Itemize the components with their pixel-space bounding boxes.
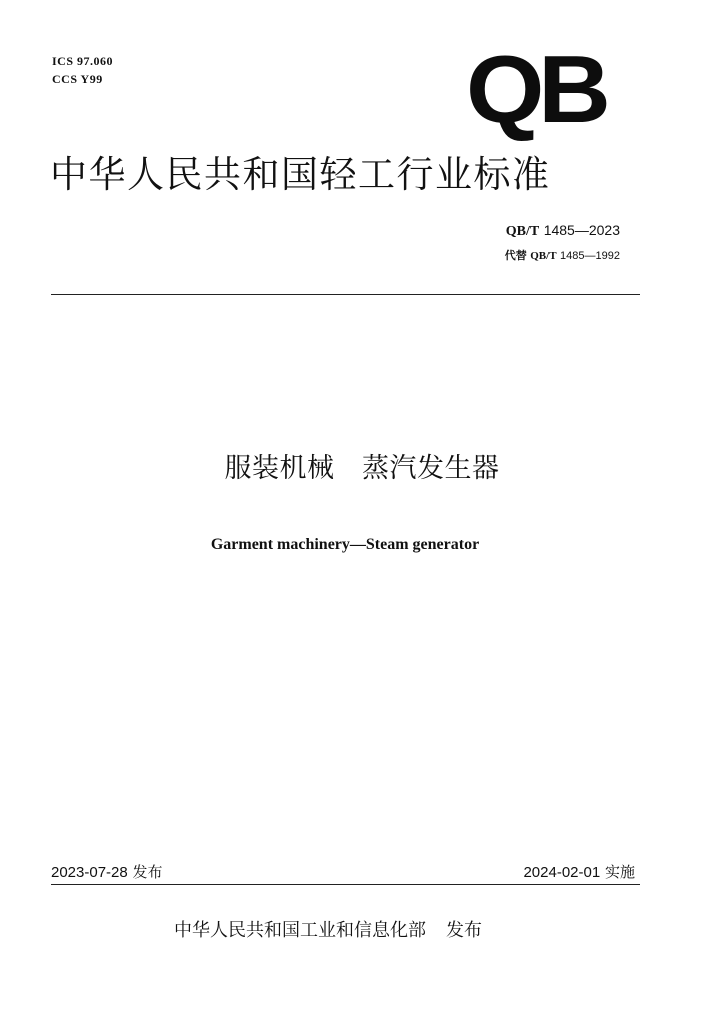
bottom-divider bbox=[51, 884, 640, 885]
document-title-chinese: 服装机械 蒸汽发生器 bbox=[224, 453, 500, 484]
standard-number-value: 1485—2023 bbox=[543, 222, 620, 238]
document-title-english: Garment machinery—Steam generator bbox=[210, 536, 480, 553]
replaces-label: 代替 bbox=[504, 249, 527, 262]
standard-number-code: QB/T bbox=[505, 224, 540, 239]
standard-category-title: 中华人民共和国轻工行业标准 bbox=[50, 153, 551, 196]
issue-date-label: 发布 bbox=[132, 863, 163, 881]
replaces-standard bbox=[505, 248, 620, 264]
qb-logo: QB bbox=[466, 36, 605, 143]
publisher-action: 发布 bbox=[446, 920, 482, 941]
ccs-code: CCS Y99 bbox=[52, 72, 103, 86]
implementation-date bbox=[523, 862, 635, 883]
classification-codes bbox=[52, 52, 113, 88]
publisher-name: 中华人民共和国工业和信息化部 bbox=[174, 920, 426, 941]
ics-code: ICS 97.060 bbox=[52, 54, 114, 68]
implementation-date-value: 2024-02-01 bbox=[523, 864, 601, 881]
standard-number bbox=[506, 220, 620, 242]
publisher bbox=[174, 918, 482, 944]
replaces-value: 1485—1992 bbox=[560, 250, 620, 262]
top-divider bbox=[51, 294, 640, 295]
implementation-date-label: 实施 bbox=[604, 863, 635, 881]
issue-date bbox=[51, 862, 163, 883]
replaces-code: QB/T bbox=[530, 250, 557, 262]
issue-date-value: 2023-07-28 bbox=[51, 864, 128, 881]
